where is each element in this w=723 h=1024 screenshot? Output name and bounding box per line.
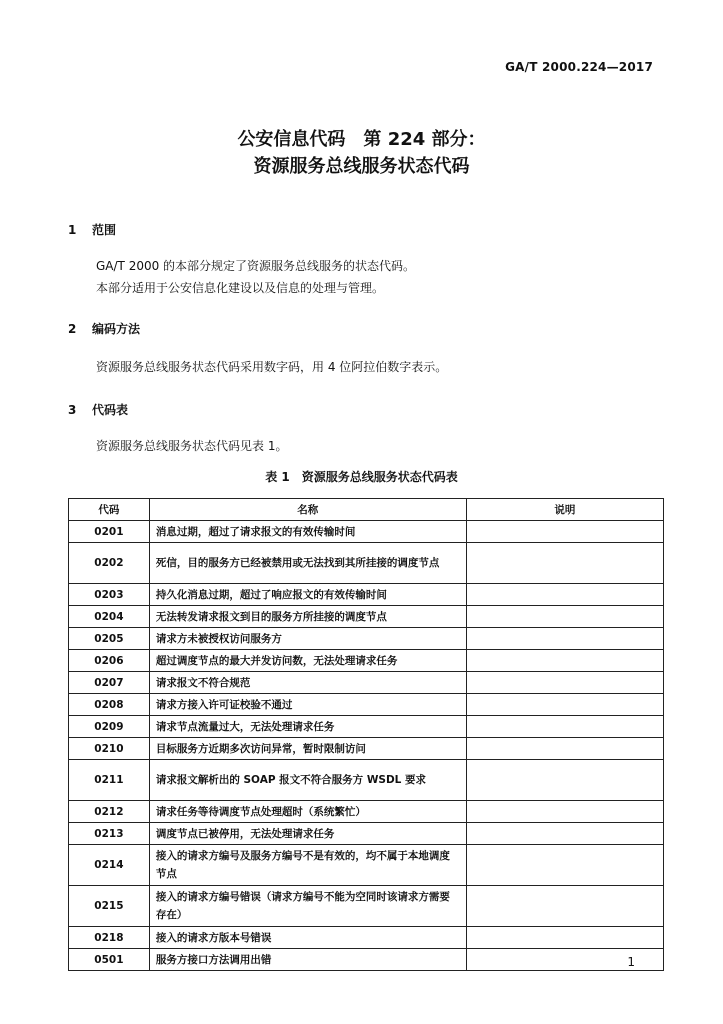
cell-name: 接入的请求方编号错误（请求方编号不能为空同时该请求方需要存在） (149, 886, 466, 927)
section-title: 范围 (92, 223, 117, 237)
cell-remark (466, 760, 663, 801)
column-header-name: 名称 (149, 499, 466, 521)
table-row (69, 672, 664, 694)
column-header-remark: 说明 (466, 499, 663, 521)
cell-remark (466, 801, 663, 823)
cell-remark (466, 672, 663, 694)
cell-remark (466, 738, 663, 760)
section-body-codetable (96, 435, 287, 457)
cell-code: 0215 (69, 886, 150, 927)
section-number: 2 (68, 322, 77, 336)
cell-remark (466, 628, 663, 650)
table-row (69, 543, 664, 584)
cell-remark (466, 845, 663, 886)
cell-name: 接入的请求方版本号错误 (149, 927, 466, 949)
cell-name: 接入的请求方编号及服务方编号不是有效的，均不属于本地调度节点 (149, 845, 466, 886)
cell-name: 目标服务方近期多次访问异常，暂时限制访问 (149, 738, 466, 760)
cell-name: 超过调度节点的最大并发访问数，无法处理请求任务 (149, 650, 466, 672)
table-row (69, 521, 664, 543)
title-line-2: 资源服务总线服务状态代码 (253, 156, 470, 177)
cell-remark (466, 521, 663, 543)
section-number: 1 (68, 223, 77, 237)
cell-name: 请求报文不符合规范 (149, 672, 466, 694)
cell-remark (466, 650, 663, 672)
cell-remark (466, 543, 663, 584)
cell-code: 0203 (69, 584, 150, 606)
section-heading-scope (68, 221, 116, 238)
cell-code: 0208 (69, 694, 150, 716)
cell-name: 消息过期，超过了请求报文的有效传输时间 (149, 521, 466, 543)
section-title: 代码表 (92, 403, 129, 417)
cell-name: 请求任务等待调度节点处理超时（系统繁忙） (149, 801, 466, 823)
paragraph: 资源服务总线服务状态代码见表 1。 (96, 439, 288, 453)
section-body-coding (96, 356, 447, 378)
cell-code: 0214 (69, 845, 150, 886)
cell-code: 0212 (69, 801, 150, 823)
section-heading-coding (68, 320, 140, 337)
cell-code: 0213 (69, 823, 150, 845)
table-row (69, 738, 664, 760)
cell-code: 0210 (69, 738, 150, 760)
paragraph: GA/T 2000 的本部分规定了资源服务总线服务的状态代码。 (96, 259, 416, 273)
cell-name: 服务方接口方法调用出错 (149, 949, 466, 971)
table-caption: 表 1 资源服务总线服务状态代码表 (265, 470, 458, 484)
cell-name: 死信，目的服务方已经被禁用或无法找到其所挂接的调度节点 (149, 543, 466, 584)
table-row (69, 694, 664, 716)
cell-code: 0201 (69, 521, 150, 543)
cell-name: 请求报文解析出的 SOAP 报文不符合服务方 WSDL 要求 (149, 760, 466, 801)
table-row (69, 845, 664, 886)
table-row (69, 949, 664, 971)
table-row (69, 628, 664, 650)
cell-remark (466, 886, 663, 927)
cell-code: 0209 (69, 716, 150, 738)
section-body-scope (96, 255, 415, 299)
section-number: 3 (68, 403, 77, 417)
table-row (69, 716, 664, 738)
table-row (69, 823, 664, 845)
title-line-1: 公安信息代码 第 224 部分： (237, 129, 486, 150)
table-row (69, 650, 664, 672)
standard-number: GA/T 2000.224—2017 (505, 60, 653, 74)
cell-name: 请求方未被授权访问服务方 (149, 628, 466, 650)
cell-code: 0206 (69, 650, 150, 672)
table-row (69, 927, 664, 949)
table-row (69, 760, 664, 801)
cell-code: 0211 (69, 760, 150, 801)
table-row (69, 801, 664, 823)
cell-remark (466, 606, 663, 628)
table-row (69, 584, 664, 606)
document-title (0, 126, 723, 180)
table-row (69, 606, 664, 628)
section-title: 编码方法 (92, 322, 141, 336)
cell-remark (466, 694, 663, 716)
paragraph: 本部分适用于公安信息化建设以及信息的处理与管理。 (96, 281, 385, 295)
cell-code: 0501 (69, 949, 150, 971)
cell-name: 持久化消息过期，超过了响应报文的有效传输时间 (149, 584, 466, 606)
cell-code: 0202 (69, 543, 150, 584)
cell-remark (466, 823, 663, 845)
cell-name: 调度节点已被停用，无法处理请求任务 (149, 823, 466, 845)
table-row (69, 886, 664, 927)
paragraph: 资源服务总线服务状态代码采用数字码，用 4 位阿拉伯数字表示。 (96, 360, 448, 374)
cell-code: 0205 (69, 628, 150, 650)
column-header-code: 代码 (69, 499, 150, 521)
status-code-table (68, 498, 664, 971)
cell-code: 0204 (69, 606, 150, 628)
cell-name: 请求方接入许可证校验不通过 (149, 694, 466, 716)
cell-remark (466, 927, 663, 949)
cell-code: 0218 (69, 927, 150, 949)
table-header-row (69, 499, 664, 521)
cell-name: 请求节点流量过大，无法处理请求任务 (149, 716, 466, 738)
page-number: 1 (627, 955, 635, 969)
cell-remark (466, 584, 663, 606)
section-heading-codetable (68, 401, 128, 418)
cell-name: 无法转发请求报文到目的服务方所挂接的调度节点 (149, 606, 466, 628)
table-body (69, 521, 664, 971)
cell-code: 0207 (69, 672, 150, 694)
cell-remark (466, 716, 663, 738)
